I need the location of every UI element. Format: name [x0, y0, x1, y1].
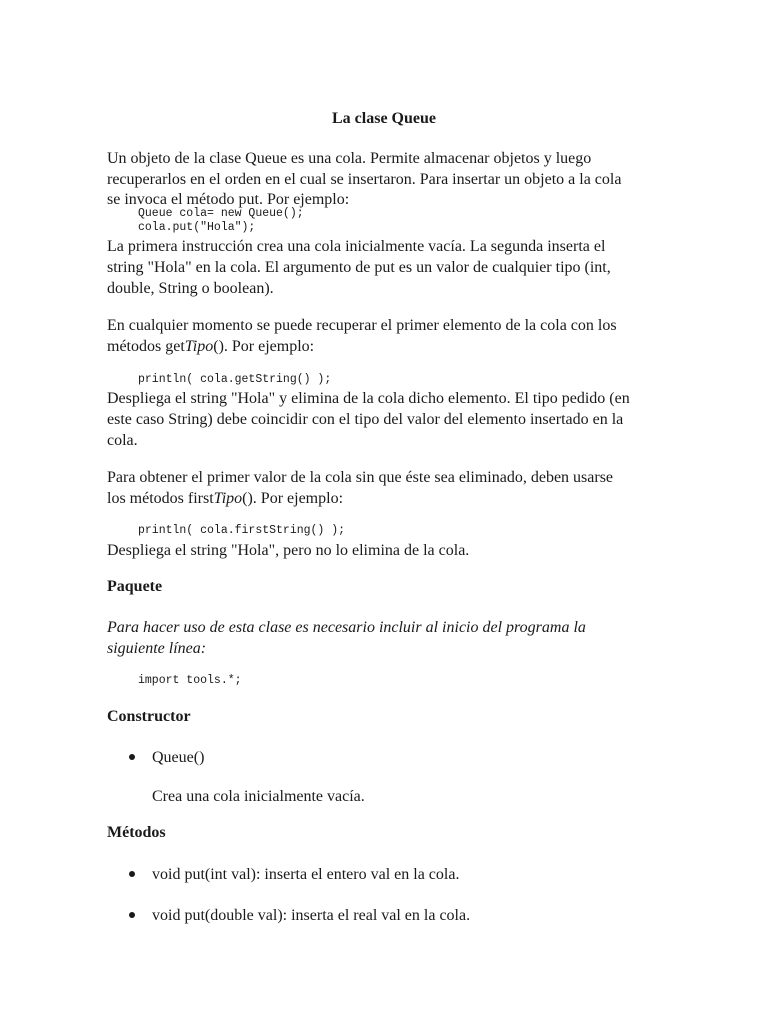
heading-metodos: Métodos — [107, 824, 166, 841]
page-title: La clase Queue — [332, 110, 436, 127]
code-line-import: import tools.*; — [138, 674, 242, 687]
para5-line-2 — [107, 488, 343, 509]
code-line-queue-new: Queue cola= new Queue(); — [138, 207, 304, 220]
para6: Despliega el string "Hola", pero no lo elimina de la cola. — [107, 542, 470, 559]
para2-line-3: double, String o boolean). — [107, 280, 274, 297]
bullet-icon — [129, 912, 135, 918]
package-line-2: siguiente línea: — [107, 640, 207, 657]
bullet-icon — [129, 754, 135, 760]
bullet-icon — [129, 871, 135, 877]
para4-line-2: este caso String) debe coincidir con el tipo del valor del elemento insertado en la — [107, 411, 624, 428]
heading-paquete: Paquete — [107, 578, 163, 595]
para3-tipo: Tipo — [184, 338, 214, 355]
code-line-firststring: println( cola.firstString() ); — [138, 524, 346, 537]
para5-text-c: (). Por ejemplo: — [242, 490, 344, 507]
intro-line-1: Un objeto de la clase Queue es una cola. Permite almacenar objetos y luego — [107, 150, 592, 167]
para3-text-c: (). Por ejemplo: — [213, 338, 315, 355]
para3-line-1: En cualquier momento se puede recuperar el primer elemento de la cola con los — [107, 317, 617, 334]
para3-text-a: métodos get — [107, 338, 185, 355]
intro-line-2: recuperarlos en el orden en el cual se insertaron. Para insertar un objeto a la cola — [107, 171, 622, 188]
constructor-item: Queue() — [152, 749, 205, 766]
method-item: void put(int val): inserta el entero val en la cola. — [152, 866, 460, 883]
constructor-description: Crea una cola inicialmente vacía. — [152, 788, 365, 805]
para3-line-2 — [107, 336, 314, 357]
method-item: void put(double val): inserta el real val en la cola. — [152, 907, 471, 924]
para5-tipo: Tipo — [213, 490, 243, 507]
para4-line-1: Despliega el string "Hola" y elimina de la cola dicho elemento. El tipo pedido (en — [107, 390, 630, 407]
para2-line-2: string "Hola" en la cola. El argumento de put es un valor de cualquier tipo (int, — [107, 259, 611, 276]
code-line-getstring: println( cola.getString() ); — [138, 373, 332, 386]
intro-line-3: se invoca el método put. Por ejemplo: — [107, 191, 350, 208]
heading-constructor: Constructor — [107, 708, 191, 725]
package-line-1: Para hacer uso de esta clase es necesario incluir al inicio del programa la — [107, 619, 586, 636]
para4-line-3: cola. — [107, 432, 138, 449]
para5-line-1: Para obtener el primer valor de la cola sin que éste sea eliminado, deben usarse — [107, 469, 614, 486]
para5-text-a: los métodos first — [107, 490, 214, 507]
code-line-put: cola.put("Hola"); — [138, 221, 256, 234]
para2-line-1: La primera instrucción crea una cola inicialmente vacía. La segunda inserta el — [107, 238, 606, 255]
